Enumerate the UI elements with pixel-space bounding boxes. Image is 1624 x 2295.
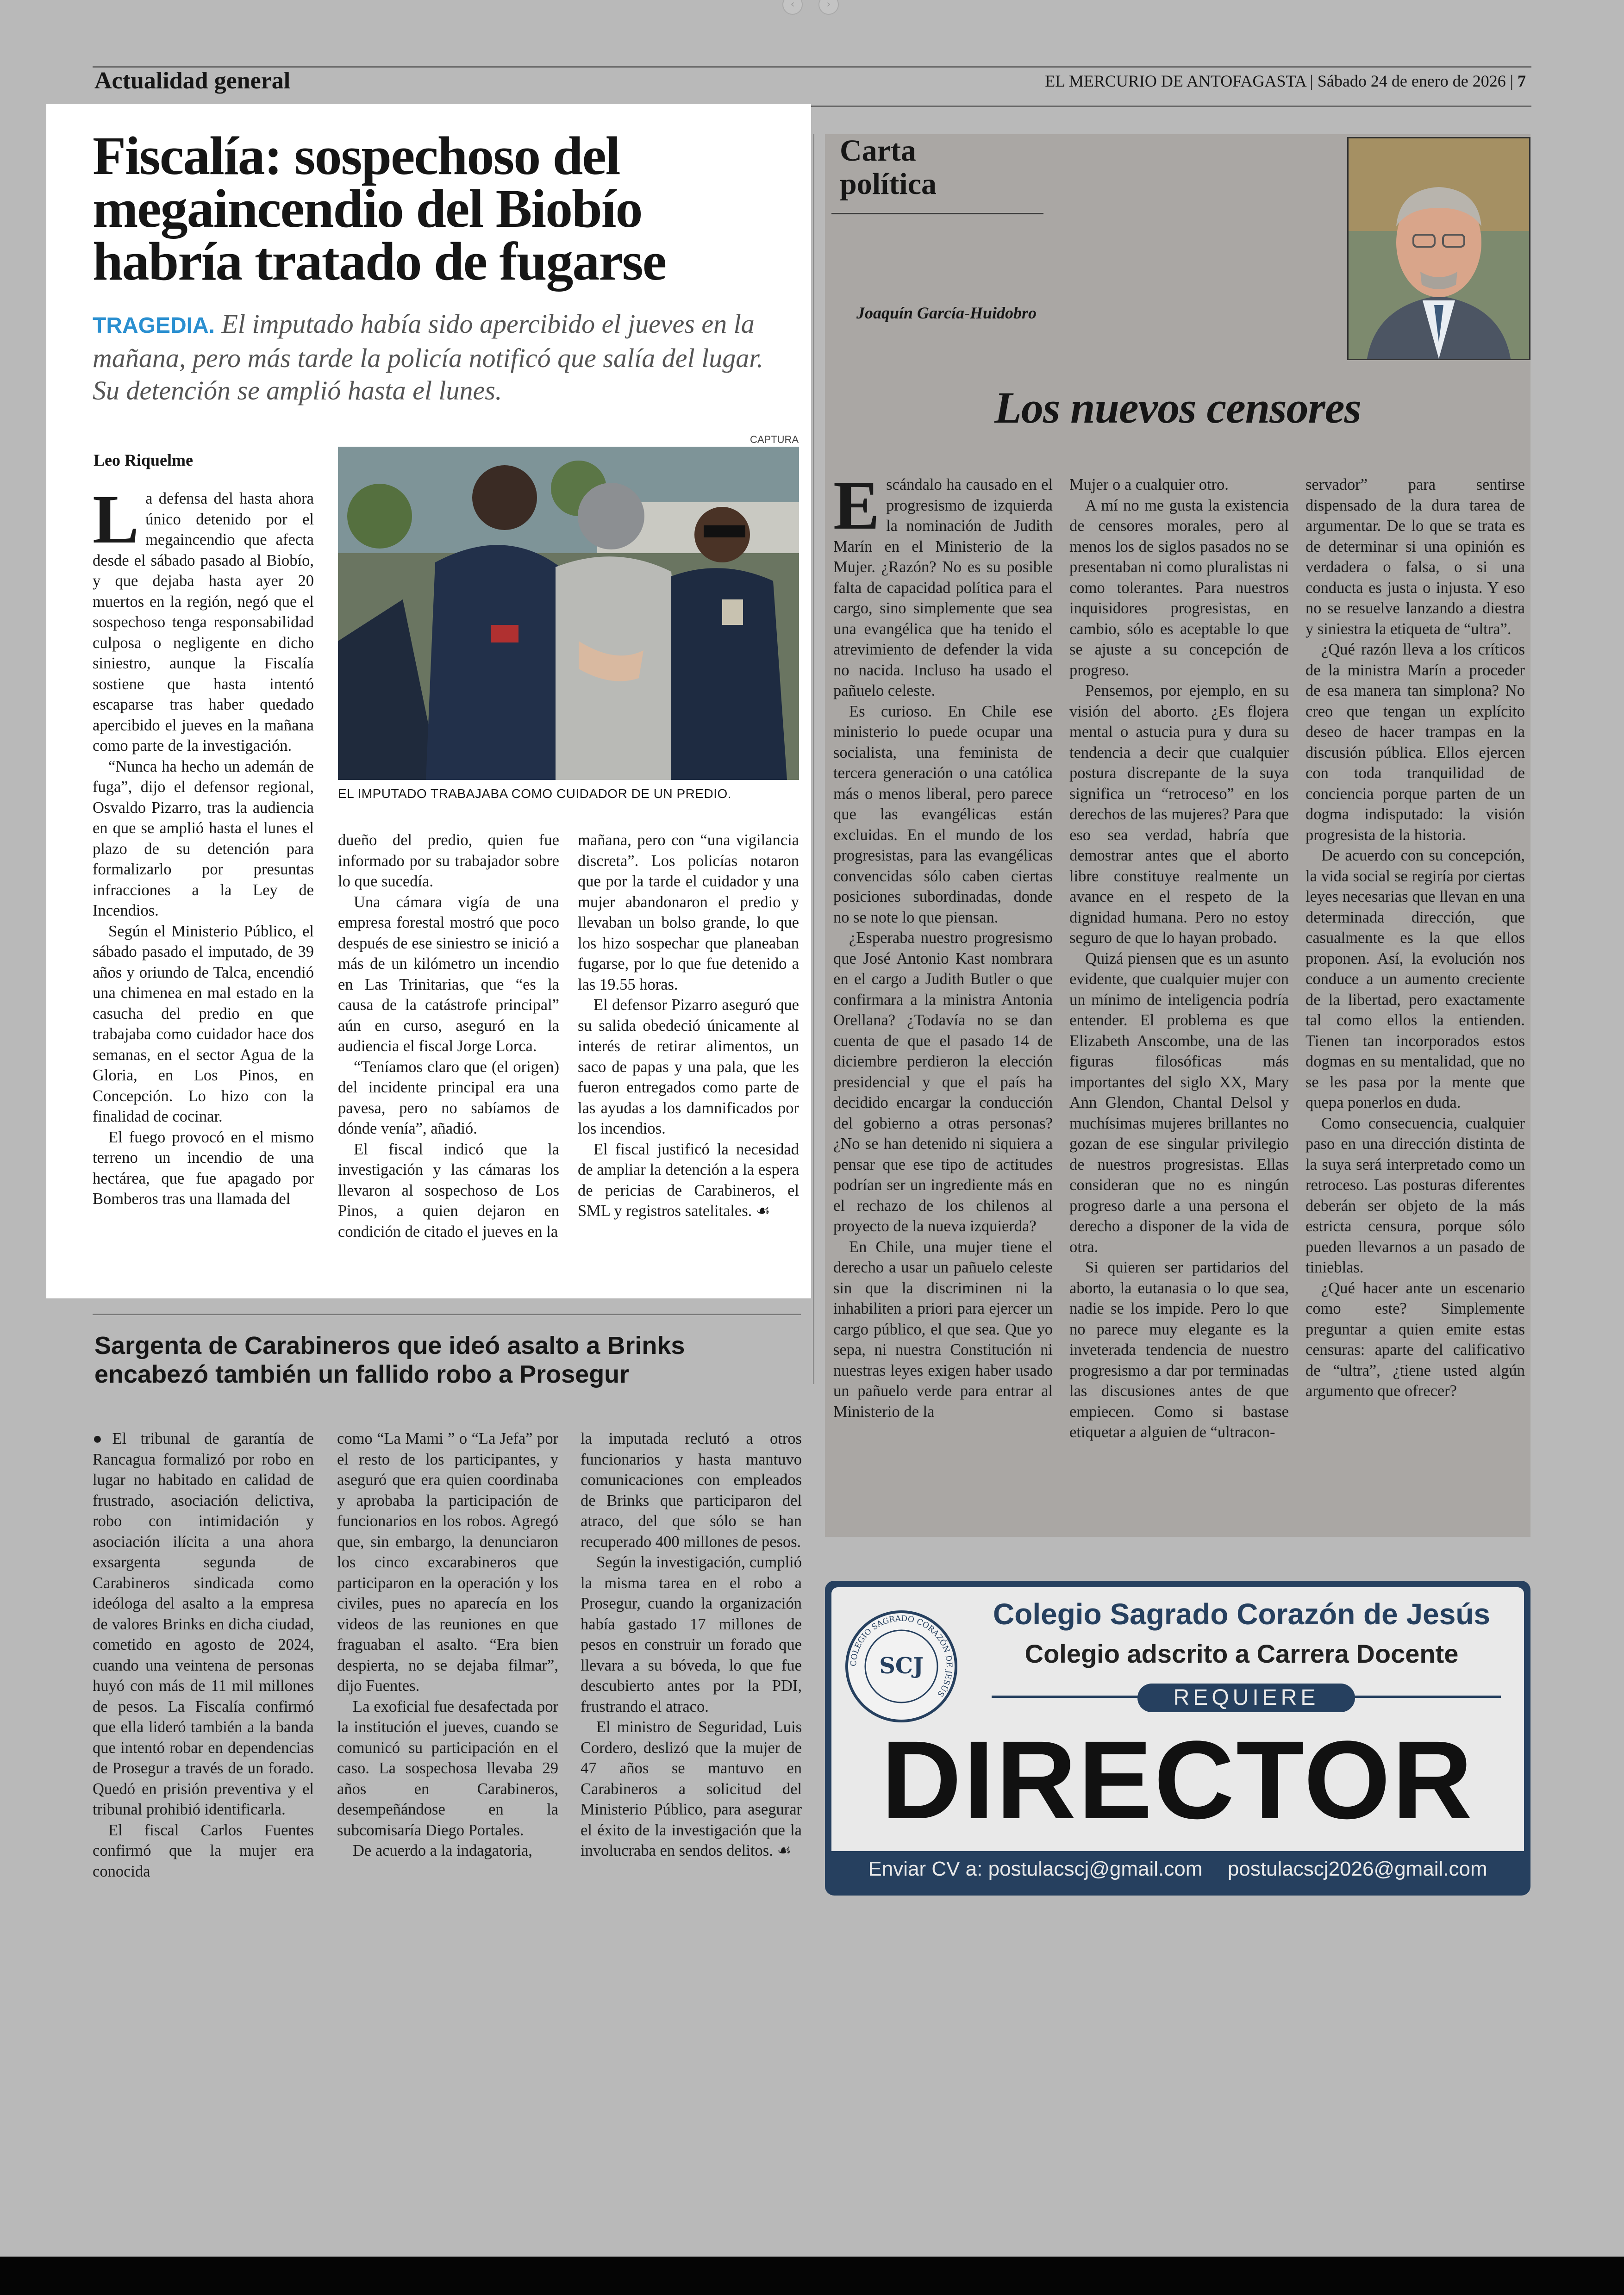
paragraph: scándalo ha causado en el progresismo de izquierda la nominación de Judith Marín en el Ministerio de la Mujer. ¿Razón? No es su posible falta de capacidad política para el cargo, sino simplemente que sea una evangélica que ha tenido el atrevimiento de defender la vida no nacida. Incluso ha usado el pañuelo celeste.	[833, 476, 1053, 699]
paragraph: El defensor Pizarro aseguró que su salida obedeció únicamente al interés de retirar alimentos, un saco de papas y una pala, que les fueron entregados como parte de las ayudas a los damnificados por los incendios.	[578, 996, 799, 1137]
contact-email-1[interactable]: postulacscj@gmail.com	[988, 1858, 1203, 1880]
masthead-info: EL MERCURIO DE ANTOFAGASTA | Sábado 24 de enero de 2026 | 7	[1045, 72, 1526, 90]
paragraph: a defensa del hasta ahora único detenido por el megaincendio que afecta desde el sábado pasado al Biobío, y que dejaba hasta ayer 20 muertos en la región, negó que el sospechoso tenga responsabilidad culposa o negligente en dicho siniestro, aunque la Fiscalía sostiene que hasta intentó escaparse tras haber quedado apercibido el jueves en la mañana como parte de la investigación.	[93, 490, 314, 755]
main-article-column-2	[338, 830, 559, 1242]
paragraph: servador” para sentirse dispensado de la dura tarea de argumentar. De lo que se trata es de determinar si una opinión es verdadera o falsa, o si una conducta es justa o injusta. Y eso no se resuelve lanzando a diestra y siniestra la etiqueta de “ultra”.	[1305, 476, 1525, 638]
main-article-column-1	[93, 481, 314, 1210]
author-photo-image	[1349, 138, 1529, 359]
ad-title: Colegio Sagrado Corazón de Jesús	[993, 1597, 1490, 1631]
previous-page-button[interactable]: ‹	[782, 0, 803, 15]
paragraph: Una cámara vigía de una empresa forestal mostró que poco después de ese siniestro se inició a más de un kilómetro un incendio en Las Trinitarias, que “es la causa de la catástrofe principal” aún en curso, aseguró en la audiencia el fiscal Jorge Lorca.	[338, 893, 559, 1055]
bullet-icon: ●	[93, 1430, 112, 1447]
opinion-author: Joaquín García-Huidobro	[856, 304, 1037, 322]
page-number: 7	[1518, 72, 1526, 90]
drop-cap: E	[833, 467, 880, 544]
paragraph: la imputada reclutó a otros funcionarios y hasta mantuvo comunicaciones con empleados de Brinks que participaron del atraco, del que sólo se han recuperado 400 millones de pesos.	[581, 1430, 802, 1551]
section-title-line: política	[840, 167, 937, 201]
paragraph: El fiscal Carlos Fuentes confirmó que la mujer era conocida	[93, 1821, 314, 1880]
paragraph: El fuego provocó en el mismo terreno un incendio de una hectárea, que fue apagado por Bomberos tras una llamada del	[93, 1128, 314, 1208]
deck	[93, 308, 796, 407]
paragraph: como “La Mami ” o “La Jefa” por el resto de los participantes, y aseguró que era quien coordinaba y aprobaba la participación de funcionarios en los robos. Agregó que, sin embargo, la denunciaron los cinco excarabineros que participaron en la operación y los civiles, pues no aparecía en los videos de las reuniones en que fraguaban el asalto. “Era bien despierta, no se dejaba filmar”, dijo Fuentes.	[337, 1430, 558, 1695]
deck-text: El imputado había sido apercibido el jueves en la mañana, pero más tarde la policía notificó que salía del lugar. Su detención se amplió hasta el lunes.	[93, 309, 763, 405]
opinion-column-1	[833, 467, 1053, 1422]
paragraph: ¿Qué hacer ante un escenario como este? Simplemente preguntar a quien emite estas censuras: aparte del calificativo de “ultra”, ¿tiene usted algún argumento que ofrecer?	[1305, 1279, 1525, 1400]
bottom-bar	[0, 2257, 1624, 2295]
opinion-headline: Los nuevos censores	[994, 383, 1361, 432]
paragraph: De acuerdo a la indagatoria,	[353, 1842, 532, 1859]
second-article-column-1	[93, 1428, 314, 1882]
next-page-button[interactable]: ›	[818, 0, 839, 15]
paragraph: El fiscal justificó la necesidad de ampliar la detención a la espera de pericias de Carabineros, el SML y registros satelitales.	[578, 1140, 799, 1220]
paragraph: Según la investigación, cumplió la misma tarea en el robo a Prosegur, cuando la organización había gastado 17 millones de pesos en construir un forado que llevara a su bóveda, lo que fue descubierto antes por la PDI, frustrando el atraco.	[581, 1553, 802, 1715]
end-mark-icon: ☙	[777, 1842, 792, 1859]
photo-credit: CAPTURA	[750, 434, 799, 445]
paragraph: ¿Qué razón lleva a los críticos de la ministra Marín a proceder de esa manera tan simplona? No creo que tengan un explícito deseo de hacer trampas en la discusión pública. Ellos ejercen con toda tranquilidad de conciencia porque parten de un dogma indisputado: la visión progresista de la historia.	[1305, 641, 1525, 844]
issue-date: Sábado 24 de enero de 2026	[1317, 72, 1506, 90]
headline: Fiscalía: sospechoso del megaincendio del Biobío habría tratado de fugarse	[93, 125, 666, 292]
contact-label: Enviar CV a:	[868, 1858, 983, 1880]
ad-subtitle: Colegio adscrito a Carrera Docente	[1024, 1639, 1459, 1668]
byline: Leo Riquelme	[94, 451, 193, 469]
paragraph: El tribunal de garantía de Rancagua formalizó por robo en lugar no habitado en calidad de frustrado, asociación delictiva, robo con intimidación y asociación ilícita a una ahora exsargenta segunda de Carabineros sindicada como ideóloga del asalto a la empresa de valores Brinks en dicha ciudad, cometido en agosto de 2024, cuando una veintena de personas huyó con más de 11 mil millones de pesos. La Fiscalía confirmó que ella lideró también a la banda que intentó robar en dependencias de Prosegur a través de un forado. Quedó en prisión preventiva y el tribunal prohibió identificarla.	[93, 1430, 314, 1818]
end-mark-icon: ☙	[756, 1202, 770, 1220]
job-ad	[825, 1581, 1530, 1896]
paragraph: En Chile, una mujer tiene el derecho a usar un pañuelo celeste sin que la discriminen ni la inhabiliten a priori para ejercer un cargo público, el que sea. Que yo sepa, ni nuestra Constitución ni nuestras leyes exigen haber usado un pañuelo verde para entrar al Ministerio de la	[833, 1238, 1053, 1421]
paragraph: Pensemos, por ejemplo, en su visión del aborto. ¿Es flojera mental o astucia pura y dura su tendencia a decir que cualquier postura discrepante de la suya significa un “retroceso” en los derechos de las mujeres? Para que eso sea verdad, habría que demostrar antes que el aborto libre constituye realmente un avance en el respeto de la dignidad humana. Pero no estoy seguro de que lo hayan probado.	[1069, 682, 1289, 947]
logo-monogram: SCJ	[879, 1653, 924, 1679]
news-photo	[338, 447, 799, 780]
opinion-column	[825, 134, 1530, 1537]
paragraph: Si quieren ser partidarios del aborto, la eutanasia o lo que sea, nadie se los impide. Pero lo que no parece muy elegante es la inveterada tendencia de nuestro progresismo a dar por terminadas las discusiones antes de que empiecen. Como si bastase etiquetar a alguien de “ultracon-	[1069, 1259, 1289, 1441]
police-escort-image	[338, 447, 799, 780]
newspaper-name: EL MERCURIO DE ANTOFAGASTA	[1045, 72, 1306, 90]
opinion-column-3	[1305, 474, 1525, 1402]
paragraph: mañana, pero con “una vigilancia discreta”. Los policías notaron que por la tarde el cuidador y una mujer abandonaron el predio y llevaban un bolso grande, lo que los hizo sospechar que planeaban fugarse, por lo que fue detenido a las 19.55 horas.	[578, 831, 799, 993]
ad-contact	[825, 1858, 1530, 1881]
paragraph: “Nunca ha hecho un ademán de fuga”, dijo el defensor regional, Osvaldo Pizarro, tras la audiencia en que se amplió hasta el lunes el plazo de su detención para formalizarlo por presuntas infracciones a la Ley de Incendios.	[93, 757, 314, 919]
paragraph: Quizá piensen que es un asunto evidente, que cualquier mujer con un mínimo de inteligencia podría entender. El problema es que Elizabeth Anscombe, una de las figuras filosóficas más importantes del siglo XX, Mary Ann Glendon, Chantal Delsol y muchísimas mujeres brillantes no gozan de ese singular privilegio de nuestros progresistas. Ellas consideran que no es ningún progreso darle a una persona el derecho a disponer de la vida de otra.	[1069, 949, 1289, 1256]
section-label: Actualidad general	[94, 68, 291, 94]
paragraph: Según el Ministerio Público, el sábado pasado el imputado, de 39 años y oriundo de Talca, encendió una chimenea en mal estado en la casucha del predio en que trabajaba como cuidador hace dos semanas, en el sector Agua de la Gloria, en Los Pinos, en Concepción. Lo hizo con la finalidad de cocinar.	[93, 922, 314, 1125]
paragraph: ¿Esperaba nuestro progresismo que José Antonio Kast nombrara en el cargo a Judith Butler o que confirmara a la ministra Antonia Orellana? ¿Todavía no se dan cuenta de que el pasado 14 de diciembre perdieron la elección presidencial y que el país ha decidido encargar la conducción del gobierno a otras personas? ¿No se han detenido ni siquiera a pensar que ese tipo de actitudes podrían ser un ingrediente más en el rechazo de los chilenos al proyecto de la nueva izquierda?	[833, 929, 1053, 1235]
main-article	[46, 104, 811, 1298]
kicker: TRAGEDIA.	[93, 313, 215, 338]
paragraph: dueño del predio, quien fue informado por su trabajador sobre lo que sucedía.	[338, 831, 559, 890]
drop-cap: L	[93, 481, 139, 558]
ad-position: DIRECTOR	[881, 1718, 1474, 1842]
requires-badge: REQUIERE	[1137, 1684, 1355, 1712]
paragraph: La exoficial fue desafectada por la institución el jueves, cuando se comunicó su participación en el caso. La sospechosa llevaba 29 años en Carabineros, desempeñándose en la subcomisaría Diego Portales.	[337, 1697, 558, 1839]
paragraph: El fiscal indicó que la investigación y las cámaras los llevaron al sospechoso de Los Pinos, a quien dejaron en condición de citado el jueves en la	[338, 1140, 559, 1241]
opinion-column-2	[1069, 474, 1289, 1443]
second-article-column-3	[581, 1428, 802, 1861]
paragraph: Es curioso. En Chile ese ministerio lo puede ocupar una socialista, una feminista de tercera generación o una católica más o menos liberal, pero parece que las evangélicas están excluidas. En el mundo de los progresistas, para las evangélicas convencidas sólo caben ciertas posiciones subordinadas, donde no se note lo que piensan.	[833, 702, 1053, 926]
paragraph: De acuerdo con su concepción, la vida social se regiría por ciertas leyes necesarias que llevan en una determinada dirección, que casualmente es la que ellos proponen. Así, la evolución nos conduce a un aumento creciente de la libertad, pero exactamente tal como ellos la entienden. Tienen tan incorporados estos dogmas en su mentalidad, que no se les pasa por la mente que quepa ponerlos en duda.	[1305, 847, 1525, 1111]
opinion-section-title	[840, 134, 937, 201]
paragraph: Mujer o a cualquier otro.	[1069, 476, 1229, 493]
paragraph: “Teníamos claro que (el origen) del incidente principal era una pavesa, pero no sabíamos de dónde venía”, añadió.	[338, 1058, 559, 1137]
logo-ring-text: COLEGIO SAGRADO CORAZÓN DE JESÚS	[849, 1614, 954, 1698]
paragraph: A mí no me gusta la existencia de censores morales, pero al menos los de siglos pasados no se presentaban ni como pluralistas ni como tolerantes. Para nuestros inquisidores progresistas, en cambio, sólo es aceptable lo que se ajuste a su concepción de progreso.	[1069, 496, 1289, 679]
second-article-column-2	[337, 1428, 558, 1861]
second-article-headline: Sargenta de Carabineros que ideó asalto a Brinks encabezó también un fallido robo a Prosegur	[94, 1332, 685, 1388]
section-title-line: Carta	[840, 134, 916, 168]
photo-caption: EL IMPUTADO TRABAJABA COMO CUIDADOR DE UN PREDIO.	[338, 786, 732, 801]
paragraph: Como consecuencia, cualquier paso en una dirección distinta de la suya será interpretado como un retroceso. Las posturas diferentes deberán ser objeto de la más estricta censura, porque sólo pueden llevarnos a un pasado de tinieblas.	[1305, 1114, 1525, 1276]
school-logo-icon	[843, 1609, 959, 1724]
author-portrait	[1347, 137, 1530, 360]
contact-email-2[interactable]: postulacscj2026@gmail.com	[1227, 1858, 1487, 1880]
paragraph: El ministro de Seguridad, Luis Cordero, deslizó que la mujer de 47 años se mantuvo en Carabineros a solicitud del Ministerio Público, para asegurar el éxito de la investigación que la involucraba en sendos delitos.	[581, 1718, 802, 1859]
main-article-column-3	[578, 830, 799, 1222]
